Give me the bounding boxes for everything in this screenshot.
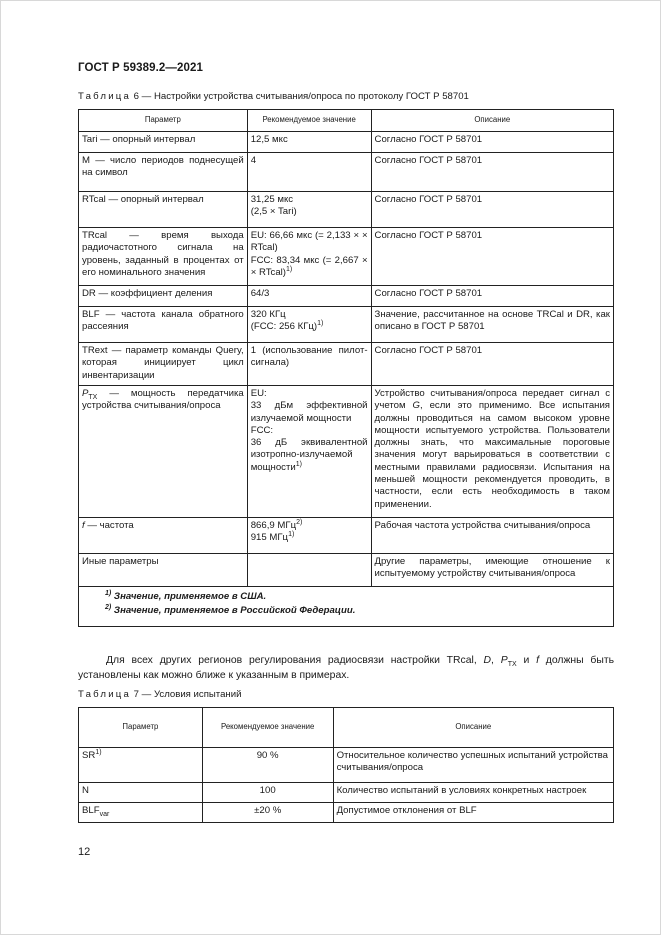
column-header-description: Описание [371,110,613,132]
value-line: 866,9 МГц$^{2)}$ [250,518,303,531]
table-6-caption [78,91,469,102]
table-row [79,783,614,803]
table-row [79,132,614,153]
value-cell [247,228,371,286]
value-cell: 100 [202,783,333,803]
table-row [79,386,614,518]
column-header-parameter: Параметр [79,110,248,132]
param-cell: Иные параметры [79,554,248,587]
value-line: FCC: 83,34 мкс (= 2,667 × × RTcal)$^{1)}$ [250,254,368,278]
desc-cell: Согласно ГОСТ Р 58701 [371,343,613,386]
table-row [79,307,614,343]
value-cell [247,386,371,518]
footnote-mark: 2) [296,518,303,526]
footnote-mark: 1) [285,265,293,273]
value-line: 915 МГц$^{1)}$ [250,531,295,544]
param-cell: $P_{TX}$ — мощность передатчика устройства считывания/опроса [79,386,248,518]
param-cell: SR$^{1)}$ [79,748,203,783]
desc-cell: Согласно ГОСТ Р 58701 [371,132,613,153]
page-number: 12 [78,846,91,858]
value-cell: ±20 % [202,803,333,823]
desc-cell: Значение, рассчитанное на основе TRCal и DR, как описано в ГОСТ Р 58701 [371,307,613,343]
value-line: 320 КГц [250,309,286,320]
table-7 [78,707,614,823]
value-cell: 4 [247,153,371,192]
column-header-recommended-value: Рекомендуемое значение [202,708,333,748]
symbol-f: f [82,520,85,531]
desc-cell: Согласно ГОСТ Р 58701 [371,228,613,286]
table-row [79,343,614,386]
param-cell: BLF — частота канала обратного рассеяния [79,307,248,343]
notes-cell [79,587,614,627]
value-cell: 90 % [202,748,333,783]
param-cell: TRext — параметр команды Query, которая инициирует цикл инвентаризации [79,343,248,386]
table-6-header-row [79,110,614,132]
param-cell: $BLF_{var}$ [79,803,203,823]
desc-cell: Допустимое отклонения от BLF [333,803,613,823]
footnote-mark: 1) [95,748,102,756]
desc-cell: Другие параметры, имеющие отношение к испытуемому устройству считывания/опроса [371,554,613,587]
value-line: 33 дБм эффективной излучаемой мощности [250,400,368,424]
column-header-description: Описание [333,708,613,748]
desc-cell: Устройство считывания/опроса передает сигнал с учетом G, если это применимо. Все испытания должны проводиться на самом высоком уровне мощности испытуемого устройства. Пользователи должны знать, что максимальные пороговые значения могут варьироваться в соответствии с местными правилами радиосвязи. Испытания на меньшей мощности рекомендуется проводить, в частности, если есть необходимость в таком применении. [371,386,613,518]
desc-cell: Рабочая частота устройства считывания/опроса [371,518,613,554]
table-7-header-row [79,708,614,748]
value-cell [247,192,371,228]
symbol-p: P [82,388,89,399]
value-line: EU: 66,66 мкс (= 2,133 × × RTcal) [250,230,368,254]
table-6-caption-word: Таблица [78,91,132,102]
param-cell: TRcal — время выхода радиочастотного сигнала на уровень, заданный в процентах от его номинального значения [79,228,248,286]
param-cell: f — частота [79,518,248,554]
desc-cell: Согласно ГОСТ Р 58701 [371,286,613,307]
table-row [79,228,614,286]
table-6-caption-title: 6 — Настройки устройства считывания/опроса по протоколу ГОСТ Р 58701 [131,91,469,102]
value-cell: 64/3 [247,286,371,307]
value-line: 31,25 мкс [250,194,294,205]
desc-cell: Относительное количество успешных испытаний устройства считывания/опроса [333,748,613,783]
table-row [79,748,614,783]
value-cell [247,554,371,587]
document-code: ГОСТ Р 59389.2—2021 [78,62,203,74]
table-row [79,554,614,587]
param-cell: M — число периодов поднесущей на символ [79,153,248,192]
table-7-caption [78,689,241,700]
table-row [79,803,614,823]
table-row [79,518,614,554]
table-7-caption-title: 7 — Условия испытаний [131,689,242,700]
value-line: FCC: [250,424,274,436]
table-6 [78,109,614,627]
footnote-mark: 1) [317,320,324,328]
param-cell: Tari — опорный интервал [79,132,248,153]
footnote-1: $^{1)}$ Значение, применяемое в США. [105,589,267,602]
value-cell [247,307,371,343]
body-paragraph: Для всех других регионов регулирования радиосвязи настройки TRcal, D, $P_{TX}$ и f должны быть установлены как можно ближе к указанным в примерах. [78,655,615,681]
value-line: EU: [250,388,267,399]
table-7-caption-word: Таблица [78,689,132,700]
param-cell: DR — коэффициент деления [79,286,248,307]
table-row [79,192,614,228]
value-cell [247,518,371,554]
column-header-parameter: Параметр [79,708,203,748]
value-line: (2,5 × Tari) [250,206,297,218]
param-cell: N [79,783,203,803]
desc-cell: Согласно ГОСТ Р 58701 [371,192,613,228]
table-row [79,286,614,307]
value-cell: 12,5 мкс [247,132,371,153]
column-header-recommended-value: Рекомендуемое значение [247,110,371,132]
param-cell: RTcal — опорный интервал [79,192,248,228]
footnote-mark: 1) [295,460,302,468]
desc-cell: Количество испытаний в условиях конкретных настроек [333,783,613,803]
table-row [79,153,614,192]
value-cell: 1 (использование пилот-сигнала) [247,343,371,386]
subscript-tx: TX [88,393,98,401]
value-line: 36 дБ эквивалентной изотропно-излучаемой мощности$^{1)}$ [250,437,368,473]
footnote-mark: 1) [288,531,295,539]
symbol-g: G [412,400,420,412]
table-6-notes-row [79,587,614,627]
desc-cell: Согласно ГОСТ Р 58701 [371,153,613,192]
footnote-2: $^{2)}$ Значение, применяемое в Российской Федерации. [105,603,356,616]
value-line: (FCC: 256 КГц)$^{1)}$ [250,320,324,333]
subscript-var: var [99,810,110,818]
